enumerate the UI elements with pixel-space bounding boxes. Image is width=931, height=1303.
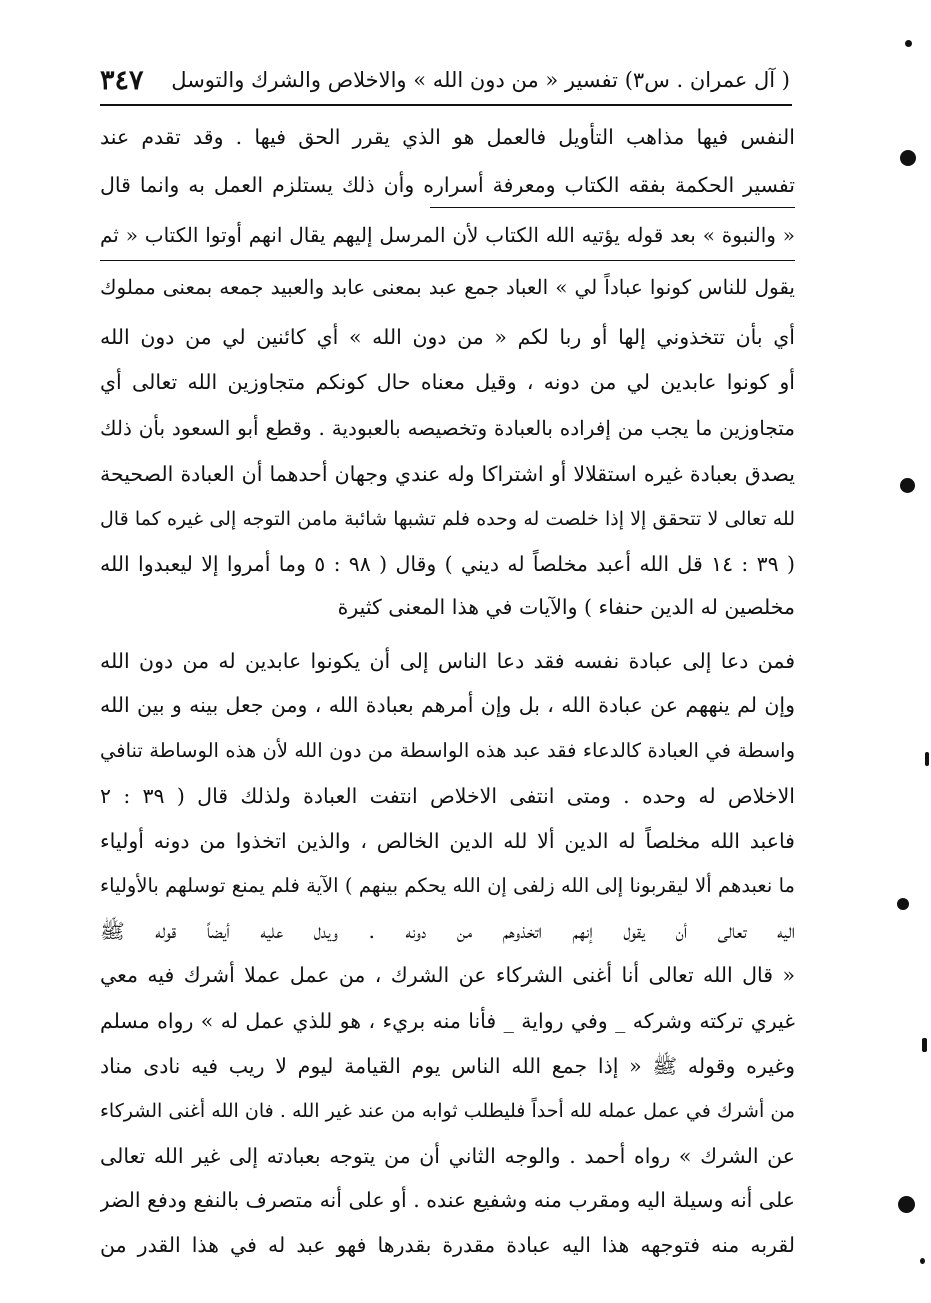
binding-hole (898, 1196, 915, 1213)
text-line: على أنه وسيلة اليه ومقرب منه وشفيع عنده . أو على أنه متصرف بالنفع ودفع الضر (100, 1188, 795, 1212)
text-line: تفسير الحكمة بفقه الكتاب ومعرفة أسراره وأن ذلك يستلزم العمل به وانما قال (100, 173, 795, 197)
scan-speck (905, 40, 912, 47)
text-line: اليه تعالى أن يقول إنهم اتخذوهم من دونه . ويدل عليه أيضاً قوله ﷺ (100, 919, 795, 943)
text-line: وإن لم ينههم عن عبادة الله ، بل وإن أمرهم بعبادة الله ، ومن جعل بينه و بين الله (100, 693, 795, 717)
text-line: لقربه منه فتوجهه هذا اليه عبادة مقدرة بقدرها فهو عبد له في هذا القدر من (100, 1233, 795, 1257)
text-line: لله تعالى لا تتحقق إلا إذا خلصت له وحده فلم تشبها شائبة مامن التوجه إلى غيره كما قال (100, 508, 795, 530)
scan-speck (920, 1258, 925, 1264)
binding-hole (897, 898, 909, 910)
binding-hole (900, 478, 915, 493)
text-line: النفس فيها مذاهب التأويل فالعمل هو الذي يقرر الحق فيها . وقد تقدم عند (100, 125, 795, 149)
text-line: عن الشرك » رواه أحمد . والوجه الثاني أن من يتوجه بعبادته إلى غير الله تعالى (100, 1144, 795, 1168)
scan-speck (925, 752, 929, 766)
text-line: الاخلاص له وحده . ومتى انتفى الاخلاص انتفت العبادة ولذلك قال ( ٣٩ : ٢ (100, 784, 795, 808)
text-line: فمن دعا إلى عبادة نفسه فقد دعا الناس إلى أن يكونوا عابدين له من دون الله (100, 649, 795, 673)
scan-speck (922, 1038, 927, 1052)
page-header (100, 60, 790, 100)
text-line: ( ٣٩ : ١٤ قل الله أعبد مخلصاً له ديني ) وقال ( ٩٨ : ٥ وما أمروا إلا ليعبدوا الله (100, 552, 795, 576)
text-line: « قال الله تعالى أنا أغنى الشركاء عن الشرك ، من عمل عملا أشرك فيه معي (100, 963, 795, 987)
text-line: أي بأن تتخذوني إلها أو ربا لكم « من دون الله » أي كائنين لي من دون الله (100, 325, 795, 349)
text-line: من أشرك في عمل عمله لله أحداً فليطلب ثوابه من عند غير الله . فان الله أغنى الشركاء (100, 1100, 795, 1122)
running-title: ( آل عمران . س٣) تفسير « من دون الله » والاخلاص والشرك والتوسل (171, 68, 790, 92)
binding-hole (900, 150, 916, 166)
text-line: وغيره وقوله ﷺ « إذا جمع الله الناس يوم القيامة ليوم لا ريب فيه نادى مناد (100, 1054, 795, 1078)
text-line: أو كونوا عابدين لي من دونه ، وقيل معناه حال كونكم متجاوزين الله تعالى أي (100, 370, 795, 394)
text-line: فاعبد الله مخلصاً له الدين ألا لله الدين الخالص ، والذين اتخذوا من دونه أولياء (100, 829, 795, 853)
text-line: ما نعبدهم ألا ليقربونا إلى الله زلفى إن الله يحكم بينهم ) الآية فلم يمنع توسلهم بالأولياء (100, 874, 795, 897)
text-line: غيري تركته وشركه _ وفي رواية _ فأنا منه بريء ، هو للذي عمل له » رواه مسلم (100, 1009, 795, 1033)
text-line: يصدق بعبادة غيره استقلالا أو اشتراكا وله عندي وجهان أحدهما أن العبادة الصحيحة (100, 462, 795, 486)
text-line: يقول للناس كونوا عباداً لي » العباد جمع عبد بمعنى عابد والعبيد جمعه بمعنى مملوك (100, 275, 795, 299)
underline-rule (430, 207, 795, 208)
text-line: متجاوزين ما يجب من إفراده بالعبادة وتخصيصه بالعبودية . وقطع أبو السعود بأن ذلك (100, 416, 795, 440)
header-rule (100, 104, 792, 106)
text-line: واسطة في العبادة كالدعاء فقد عبد هذه الواسطة من دون الله لأن هذه الوساطة تنافي (100, 739, 795, 762)
text-line: « والنبوة » بعد قوله يؤتيه الله الكتاب لأن المرسل إليهم يقال انهم أوتوا الكتاب « ثم (100, 223, 795, 247)
text-line: مخلصين له الدين حنفاء ) والآيات في هذا المعنى كثيرة (337, 595, 795, 619)
page-number: ٣٤٧ (100, 64, 144, 96)
